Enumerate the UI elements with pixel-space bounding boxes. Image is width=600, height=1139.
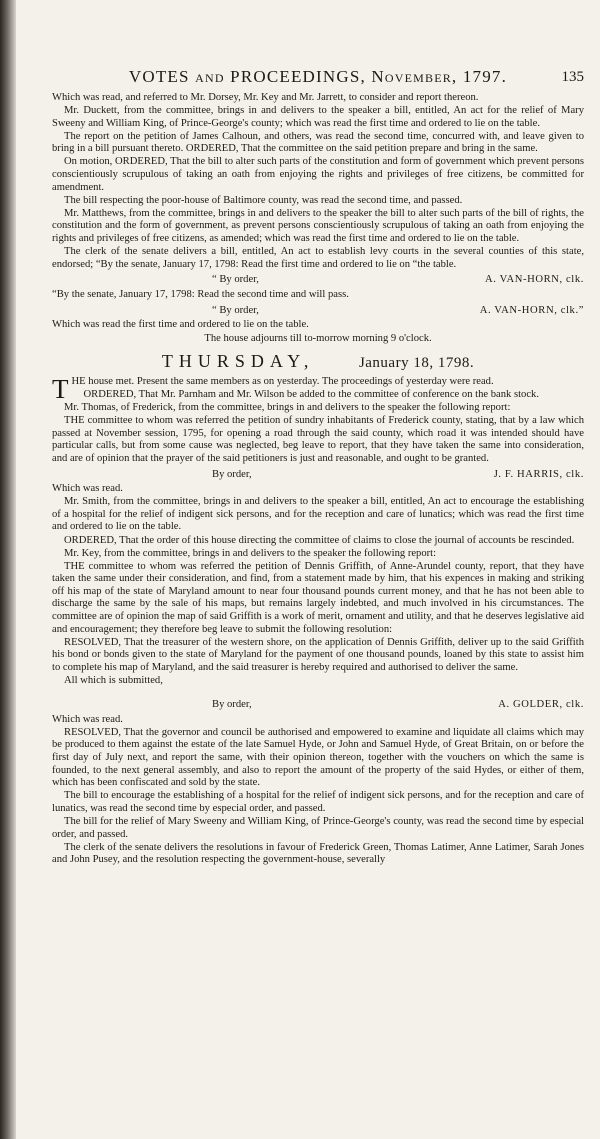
signature-line [52, 274, 584, 287]
paragraph: Which was read the first time and ordered to lie on the table. [52, 319, 309, 331]
drop-cap: T [52, 373, 69, 404]
clerk-name: A. GOLDER, clk. [498, 699, 584, 711]
paragraph: Mr. Thomas, of Frederick, from the committee, brings in and delivers to the speaker the following report: [64, 402, 511, 414]
paragraph: Mr. Smith, from the committee, brings in and delivers to the speaker a bill, entitled, An act to encourage the establishing of a hospital for the relief of indigent sick persons, and for the reception and care of lunatics; which was read the first time and ordered to lie on the table. [52, 496, 584, 533]
page-gutter-shadow [0, 0, 16, 1139]
day-heading [52, 351, 584, 372]
resolution-paragraph: RESOLVED, That the governor and council be authorised and empowered to examine and liquidate all claims which may be produced to them against the estate of the late Samuel Hyde, or John and Samuel Hyde, of Great Britain, on or before the first day of July next, and report the same, with their opinion thereon, together with the vouchers on which the same is founded, to the next general assembly, and also to report the amount of the property of the said Hydes, or either of them, which has been confiscated and sold by the state. [52, 726, 584, 789]
paragraph: Which was read, and referred to Mr. Dorsey, Mr. Key and Mr. Jarrett, to consider and report thereon. [52, 92, 479, 103]
paragraph: The clerk of the senate delivers the resolutions in favour of Frederick Green, Thomas Latimer, Anne Latimer, Sarah Jones and John Pusey, and the resolution respecting the government-house, severally [52, 841, 584, 866]
clerk-name: A. VAN-HORN, clk.” [479, 304, 584, 316]
report-paragraph: THE committee to whom was referred the petition of Dennis Griffith, of Anne-Arundel county, report, that they have taken the same under their consideration, and find, from a statement made by him, that his expences in making and striking off his map of the state of Maryland amount to near four thousand pounds current money, and that he has not been able to discharge the same by the sale of his maps, but remains largely indebted, and much involved in his circumstances. The committee are of opinion the map of said Griffith is a work of merit, ornament and utility, and that he deserves legislative aid and encouragement; they therefore beg leave to submit the following resolution: [52, 560, 584, 635]
paragraph: ORDERED, That Mr. Parnham and Mr. Wilson be added to the committee of conference on the bank stock. [83, 388, 539, 400]
day-date: January 18, 1798. [358, 355, 475, 372]
spacer [52, 688, 584, 696]
signature-line [52, 305, 584, 318]
paragraph: The bill respecting the poor-house of Baltimore county, was read the second time, and passed. [64, 194, 463, 206]
paragraph: The bill to encourage the establishing of a hospital for the relief of indigent sick persons, and for the reception and care of lunatics, was read the second time by especial order, and passed. [52, 790, 584, 814]
page-title: VOTES and PROCEEDINGS, November, 1797. [128, 67, 508, 86]
paragraph: ORDERED, That the order of this house directing the committee of claims to close the journal of accounts be rescinded. [64, 534, 575, 546]
order-label: By order, [212, 468, 252, 480]
paragraph: The clerk of the senate delivers a bill, entitled, An act to establish levy courts in the several counties of this state, endorsed; “By the senate, January 17, 1798: Read the first time and ordered to lie on “the table. [52, 246, 584, 270]
paragraph: Mr. Matthews, from the committee, brings in and delivers to the speaker the bill to alter such parts of the bill of rights, the constitution and the form of government, as prevent persons conscientiously scrupulous of taking an oath from enjoying the rights and privileges of free citizens, as amended; which was read the first time and ordered to lie on the table. [52, 207, 584, 245]
paragraph: The report on the petition of James Calhoun, and others, was read the second time, concurred with, and leave given to bring in a bill pursuant thereto. ORDERED, That the committee on the said petition prepare and bring in the same. [52, 130, 584, 155]
order-label: By order, [212, 699, 252, 711]
day-name: THURSDAY, [161, 351, 315, 372]
paragraph-text: HE house met. Present the same members as on yesterday. The proceedings of yesterday were read. [71, 375, 494, 387]
adjournment-line: The house adjourns till to-morrow morning 9 o'clock. [204, 332, 432, 344]
order-label: “ By order, [212, 304, 259, 316]
paragraph: Mr. Key, from the committee, brings in and delivers to the speaker the following report: [64, 547, 437, 559]
clerk-name: A. VAN-HORN, clk. [485, 274, 584, 286]
page-number: 135 [561, 69, 584, 85]
signature-line [52, 469, 584, 482]
order-label: “ By order, [212, 274, 259, 286]
senate-endorsement: “By the senate, January 17, 1798: Read the second time and will pass. [52, 288, 349, 300]
paragraph: Which was read. [52, 713, 123, 725]
paragraph: Which was read. [52, 483, 123, 495]
report-paragraph: THE committee to whom was referred the petition of sundry inhabitants of Frederick county, stating, that by a law which passed at November session, 1795, for opening a road through the said county, which road it was intended should have particular calls, but from some cause was neglected, beg leave to report, that they have taken the same into consideration, and are of opinion that the prayer of the said petitioners is just and reasonable, and ought to be granted. [52, 415, 584, 464]
paragraph: Mr. Duckett, from the committee, brings in and delivers to the speaker a bill, entitled, An act for the relief of Mary Sweeny and William King, of Prince-George's county; which was read the first time and ordered to lie on the table. [52, 105, 584, 129]
clerk-name: J. F. HARRIS, clk. [493, 468, 584, 480]
running-header [52, 62, 584, 92]
paragraph: The bill for the relief of Mary Sweeny and William King, of Prince-George's county, was read the second time by especial order, and passed. [52, 815, 584, 840]
paragraph: On motion, ORDERED, That the bill to alter such parts of the constitution and form of government which prevent persons conscientiously scrupulous of taking an oath from enjoying the rights and privileges of free citizens, be committed for amendment. [52, 156, 584, 193]
document-page [52, 62, 584, 1132]
paragraph: All which is submitted, [64, 675, 163, 687]
signature-line [52, 699, 584, 712]
resolution-paragraph: RESOLVED, That the treasurer of the western shore, on the application of Dennis Griffith, deliver up to the said Griffith his bond or bonds given to the state of Maryland for the payment of one thousand pounds, loaned by this state to assist him to complete his map of Maryland, and the said treasurer is hereby required and authorised to deliver the same. [52, 636, 584, 673]
